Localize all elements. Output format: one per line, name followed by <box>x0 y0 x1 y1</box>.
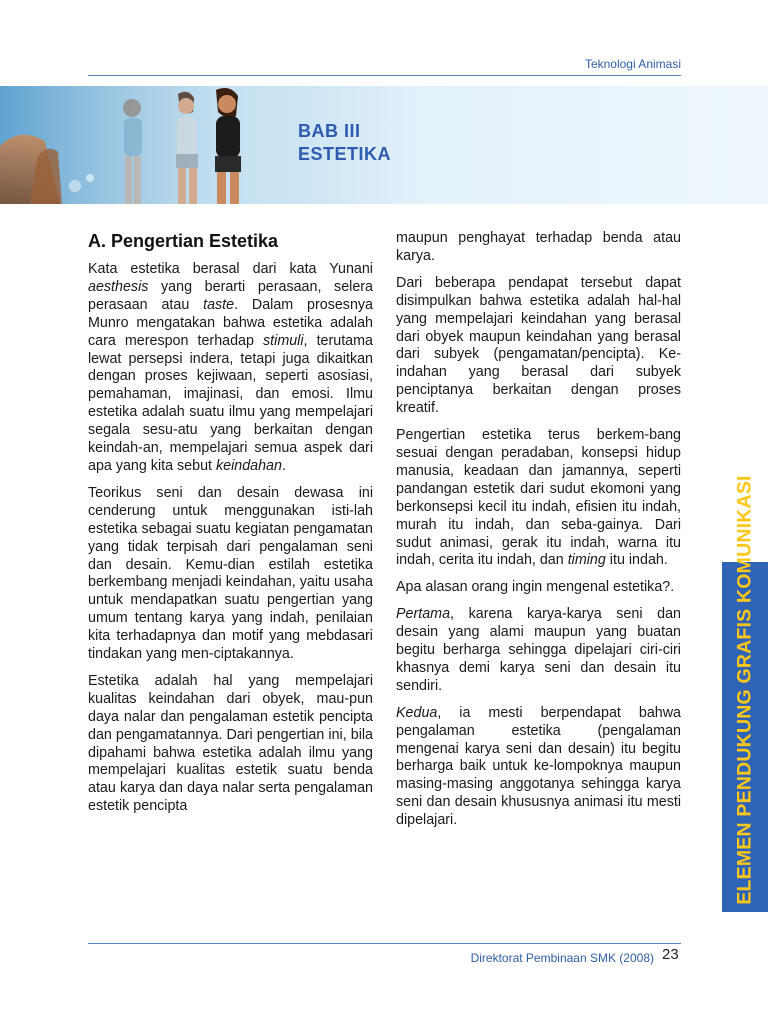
paragraph: Dari beberapa pendapat tersebut dapat disimpulkan bahwa estetika adalah hal-hal yang mempelajari keindahan yang berasal dari obyek maupun keindahan yang berasal dari subyek (pengamatan/pencipta). Ke-indahan yang berasal dari subyek penciptanya berkaitan dengan proses kreatif. <box>396 274 681 417</box>
paragraph: Pengertian estetika terus berkem-bang sesuai dengan peradaban, konsepsi hidup manusia, keadaan dan jamannya, seperti pandangan estetik dari sudut ekomoni yang berkonsepsi kecil itu indah, efisien itu indah, murah itu indah, dan seba-gainya. Dari sudut animasi, gerak itu indah, warna itu indah, cerita itu indah, dan timing itu indah. <box>396 427 681 569</box>
paragraph: Kata estetika berasal dari kata Yunani aesthesis yang berarti perasaan, selera perasaan atau taste. Dalam prosesnya Munro mengatakan bahwa estetika adalah cara merespon terhadap stimuli, terutama lewat persepsi indera, tetapi juga dikaitkan dengan proses kejiwaan, seperti asosiasi, pemahaman, imajinasi, dan emosi. Ilmu estetika adalah suatu ilmu yang mempelajari segala sesu-atu yang berkaitan dengan keindah-an, mempelajari semua aspek dari apa yang kita sebut keindahan. <box>88 261 373 474</box>
left-column <box>88 261 373 825</box>
header-rule <box>88 75 681 76</box>
running-header: Teknologi Animasi <box>584 57 681 71</box>
right-column <box>396 230 681 839</box>
paragraph: Teorikus seni dan desain dewasa ini cenderung untuk menggunakan isti-lah estetika sebagai suatu kegiatan pengamatan yang tidak terpisah dari pengalaman seni dan desain. Kemu-dian estilah estetika berkembang menjadi keindahan, yaitu usaha untuk mendapatkan suatu pengertian yang umum tentang karya yang indah, penilaian kita terhadapnya dan motif yang mebdasari tindakan yang men-ciptakannya. <box>88 484 373 663</box>
paragraph: Pertama, karena karya-karya seni dan desain yang alami maupun yang buatan begitu berharga sehingga dipelajari ciri-ciri khasnya demi karya seni dan desain itu sendiri. <box>396 606 681 694</box>
paragraph: Kedua, ia mesti berpendapat bahwa pengalaman estetika (pengalaman mengenai karya seni dan desain) itu begitu berharga baik untuk ke-lompoknya maupun masing-masing anggotanya sehingga karya seni dan desain khususnya animasi itu mesti dipelajari. <box>396 704 681 829</box>
section-heading: A. Pengertian Estetika <box>88 231 279 251</box>
chapter-number: BAB III <box>298 121 361 141</box>
paragraph: maupun penghayat terhadap benda atau karya. <box>396 230 681 264</box>
footer-text: Direktorat Pembinaan SMK (2008) <box>470 951 654 965</box>
chapter-title: ESTETIKA <box>298 144 392 164</box>
page-number: 23 <box>662 946 679 963</box>
paragraph: Estetika adalah hal yang mempelajari kualitas keindahan dari obyek, mau-pun daya nalar dan pengalaman estetik pencipta dan pengamatannya. Dari pengertian ini, bila dipahami bahwa estetika adalah ilmu yang mempelajari kualitas estetik suatu benda atau karya dan daya nalar serta pengalaman estetik pencipta <box>88 672 373 815</box>
footer-rule <box>88 943 681 944</box>
paragraph: Apa alasan orang ingin mengenal estetika?. <box>396 579 675 596</box>
side-tab-label: ELEMEN PENDUKUNG GRAFIS KOMUNIKASI <box>733 475 756 905</box>
